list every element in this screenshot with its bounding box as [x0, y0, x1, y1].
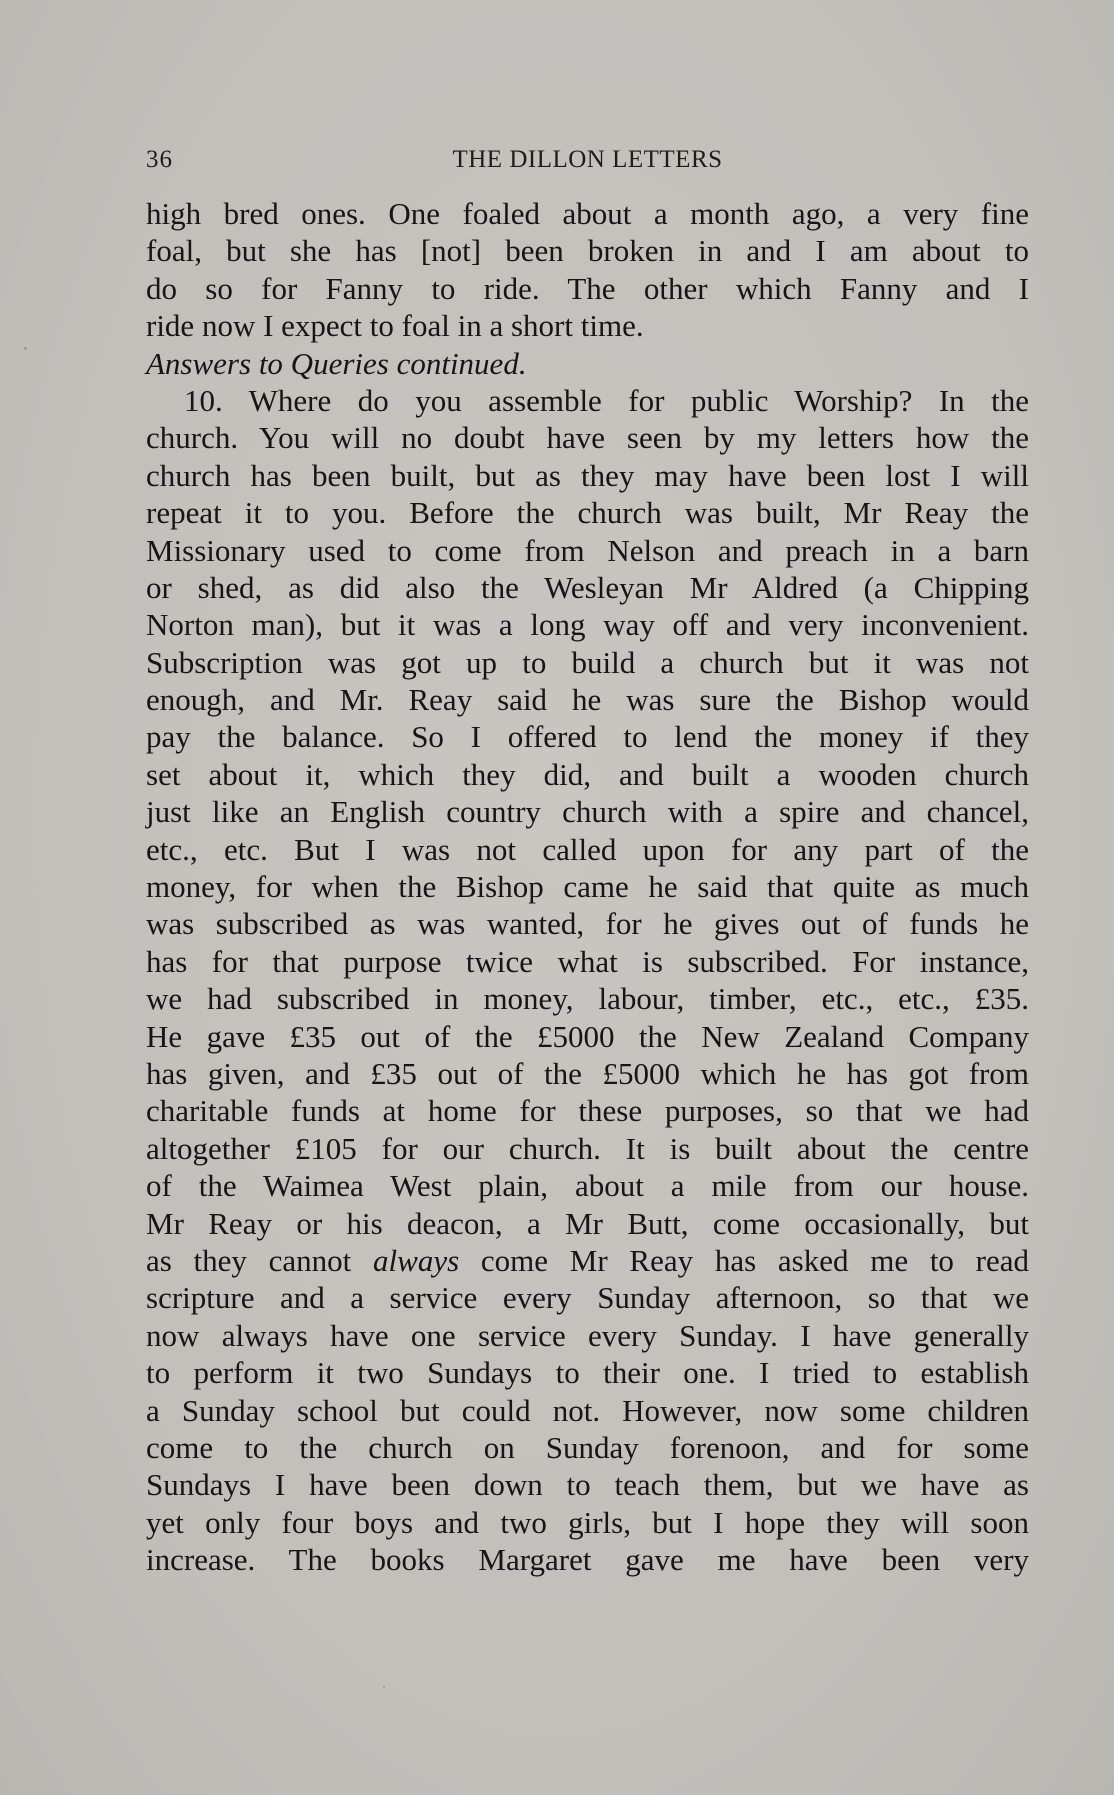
text-line: set about it, which they did, and built a wooden church — [146, 756, 1029, 792]
text-line: church has been built, but as they may have been lost I will — [146, 457, 1029, 493]
emphasis-word: always — [373, 1242, 460, 1278]
text-line: Missionary used to come from Nelson and preach in a barn — [146, 532, 1029, 568]
page-number: 36 — [146, 146, 173, 173]
text-line: now always have one service every Sunday. I have generally — [146, 1317, 1029, 1353]
text-line: repeat it to you. Before the church was built, Mr Reay the — [146, 495, 1029, 531]
text-line: charitable funds at home for these purposes, so that we had — [146, 1093, 1029, 1129]
body-text — [146, 195, 1029, 1578]
text-line: do so for Fanny to ride. The other which Fanny and I — [146, 270, 1029, 306]
text-line: money, for when the Bishop came he said that quite as much — [146, 869, 1029, 905]
text-line: just like an English country church with a spire and chancel, — [146, 794, 1029, 830]
text-line: was subscribed as was wanted, for he gives out of funds he — [146, 906, 1029, 942]
text-line: Norton man), but it was a long way off and very inconvenient. — [146, 607, 1029, 643]
text-line: enough, and Mr. Reay said he was sure the Bishop would — [146, 682, 1029, 718]
text-line: increase. The books Margaret gave me have been very — [146, 1542, 1029, 1578]
text-line: scripture and a service every Sunday afternoon, so that we — [146, 1280, 1029, 1316]
running-title: THE DILLON LETTERS — [452, 146, 723, 173]
text-line: ride now I expect to foal in a short time. — [146, 308, 644, 344]
text-line: a Sunday school but could not. However, now some children — [146, 1392, 1029, 1428]
text-line: church. You will no doubt have seen by my letters how the — [146, 420, 1029, 456]
text-line: Subscription was got up to build a church but it was not — [146, 644, 1029, 680]
text-line: come to the church on Sunday forenoon, and for some — [146, 1429, 1029, 1465]
paper-speck — [383, 1686, 385, 1688]
text-line: etc., etc. But I was not called upon for any part of the — [146, 831, 1029, 867]
text-line: we had subscribed in money, labour, timber, etc., etc., £35. — [146, 981, 1029, 1017]
text-line — [146, 1242, 1029, 1279]
page-header — [146, 146, 1029, 182]
text-line: 10. Where do you assemble for public Worship? In the — [184, 382, 1029, 418]
text-line: of the Waimea West plain, about a mile from our house. — [146, 1168, 1029, 1204]
text-line: Mr Reay or his deacon, a Mr Butt, come occasionally, but — [146, 1205, 1029, 1241]
text-line: has for that purpose twice what is subscribed. For instance, — [146, 943, 1029, 979]
text-line: Sundays I have been down to teach them, but we have as — [146, 1467, 1029, 1503]
text-line: yet only four boys and two girls, but I hope they will soon — [146, 1504, 1029, 1540]
text-line: to perform it two Sundays to their one. I tried to establish — [146, 1355, 1029, 1391]
text-line: or shed, as did also the Wesleyan Mr Aldred (a Chipping — [146, 569, 1029, 605]
text-line: foal, but she has [not] been broken in and I am about to — [146, 233, 1029, 269]
text-line: has given, and £35 out of the £5000 which he has got from — [146, 1055, 1029, 1091]
text-segment: as they cannot — [146, 1242, 374, 1278]
text-segment: come Mr Reay has asked me to read — [459, 1242, 1030, 1278]
paper-speck — [24, 347, 27, 350]
section-heading: Answers to Queries continued. — [146, 345, 527, 381]
text-line: altogether £105 for our church. It is built about the centre — [146, 1130, 1029, 1166]
text-line: He gave £35 out of the £5000 the New Zealand Company — [146, 1018, 1029, 1054]
text-line: pay the balance. So I offered to lend the money if they — [146, 719, 1029, 755]
text-line: high bred ones. One foaled about a month ago, a very fine — [146, 196, 1029, 231]
